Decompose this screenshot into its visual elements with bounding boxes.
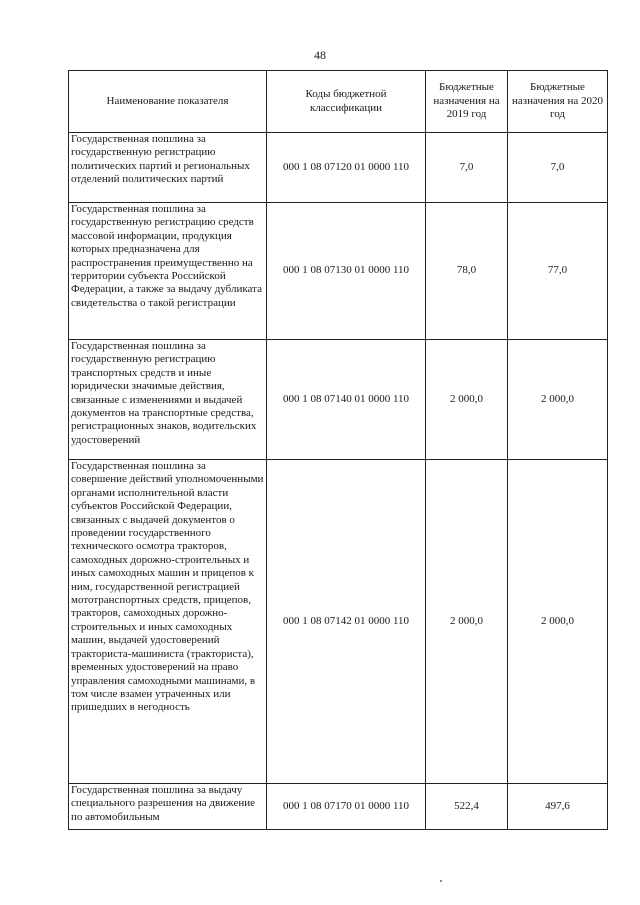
row-value-2019: 2 000,0 (426, 340, 508, 460)
table-header-row (69, 71, 608, 133)
row-value-2020: 2 000,0 (508, 340, 608, 460)
row-value-2020: 77,0 (508, 203, 608, 340)
row-value-2020: 7,0 (508, 133, 608, 203)
row-name: Государственная пошлина за государственную регистрацию транспортных средств и иные юридически значимые действия, связанные с изменениями и выдачей документов на транспортные средства, регистрационных знаков, водительских удостоверений (69, 340, 267, 460)
row-value-2019: 78,0 (426, 203, 508, 340)
row-code: 000 1 08 07120 01 0000 110 (267, 133, 426, 203)
row-code: 000 1 08 07142 01 0000 110 (267, 460, 426, 784)
row-code: 000 1 08 07140 01 0000 110 (267, 340, 426, 460)
budget-table (68, 70, 608, 830)
table-row (69, 460, 608, 784)
row-value-2019: 7,0 (426, 133, 508, 203)
row-value-2019: 522,4 (426, 784, 508, 830)
row-value-2020: 2 000,0 (508, 460, 608, 784)
scan-speck (440, 880, 442, 882)
row-name: Государственная пошлина за совершение действий уполномоченными органами исполнительной власти субъектов Российской Федерации, связанных с выдачей документов о проведении государственного технического осмотра тракторов, самоходных дорожно-строительных и иных самоходных машин и прицепов к ним, государственной регистрацией мототранспортных средств, прицепов, тракторов, самоходных дорожно-строительных и иных самоходных машин, выдачей удостоверений тракториста-машиниста (тракториста), временных удостоверений на право управления самоходными машинами, в том числе взамен утраченных или пришедших в негодность (69, 460, 267, 784)
page-number: 48 (314, 48, 326, 62)
row-name: Государственная пошлина за государственную регистрацию политических партий и региональных отделений политических партий (69, 133, 267, 203)
header-2019: Бюджетные назначения на 2019 год (426, 71, 508, 133)
row-code: 000 1 08 07130 01 0000 110 (267, 203, 426, 340)
row-value-2020: 497,6 (508, 784, 608, 830)
header-code: Коды бюджетной классификации (267, 71, 426, 133)
header-2020: Бюджетные назначения на 2020 год (508, 71, 608, 133)
header-name: Наименование показателя (69, 71, 267, 133)
row-name: Государственная пошлина за выдачу специального разрешения на движение по автомобильным (69, 784, 267, 830)
table-row (69, 203, 608, 340)
table-row (69, 133, 608, 203)
row-code: 000 1 08 07170 01 0000 110 (267, 784, 426, 830)
table-row (69, 784, 608, 830)
row-name: Государственная пошлина за государственную регистрацию средств массовой информации, продукция которых предназначена для распространения преимущественно на территории субъекта Российской Федерации, а также за выдачу дубликата свидетельства о такой регистрации (69, 203, 267, 340)
table-row (69, 340, 608, 460)
row-value-2019: 2 000,0 (426, 460, 508, 784)
